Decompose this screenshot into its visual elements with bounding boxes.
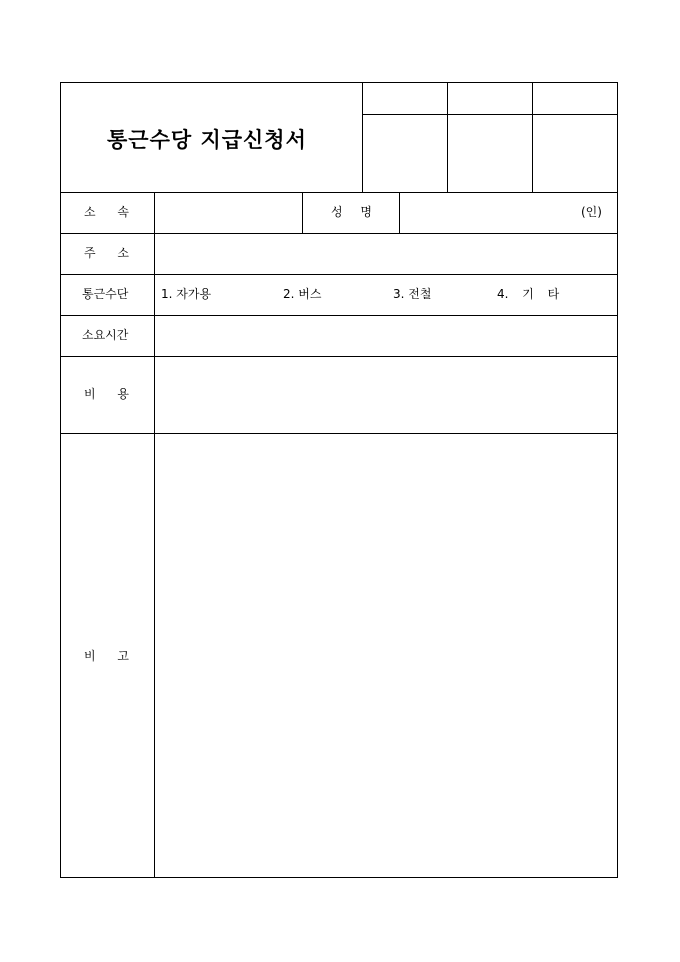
row-line-4	[60, 315, 618, 316]
name-label: 성 명	[331, 205, 372, 219]
row-line-6	[60, 433, 618, 434]
row-line-2	[60, 233, 618, 234]
commute-label: 통근수단	[82, 287, 129, 301]
affiliation-label: 소 속	[84, 205, 129, 219]
form-border-top	[60, 82, 618, 83]
name-label-right-divider	[399, 192, 400, 233]
row-line-1	[60, 192, 618, 193]
commute-option-other: 4. 기 타	[497, 287, 560, 301]
approval-header-line	[362, 114, 618, 115]
approval-divider-1	[362, 82, 363, 192]
seal-label: (인)	[581, 205, 602, 219]
commute-option-subway: 3. 전철	[393, 287, 432, 301]
name-label-left-divider	[302, 192, 303, 233]
cost-label: 비 용	[84, 387, 129, 401]
commute-option-bus: 2. 버스	[283, 287, 322, 301]
form-border-bottom	[60, 877, 618, 878]
commute-option-car: 1. 자가용	[161, 287, 212, 301]
remarks-label: 비 고	[84, 649, 129, 663]
form-border-right	[617, 82, 618, 878]
address-label: 주 소	[84, 246, 129, 260]
form-border-left	[60, 82, 61, 878]
form-title: 통근수당 지급신청서	[107, 127, 307, 152]
commute-allowance-form	[60, 82, 618, 878]
row-line-5	[60, 356, 618, 357]
approval-divider-3	[532, 82, 533, 192]
approval-divider-2	[447, 82, 448, 192]
row-line-3	[60, 274, 618, 275]
label-column-divider	[154, 192, 155, 878]
travel-time-label: 소요시간	[82, 328, 129, 342]
